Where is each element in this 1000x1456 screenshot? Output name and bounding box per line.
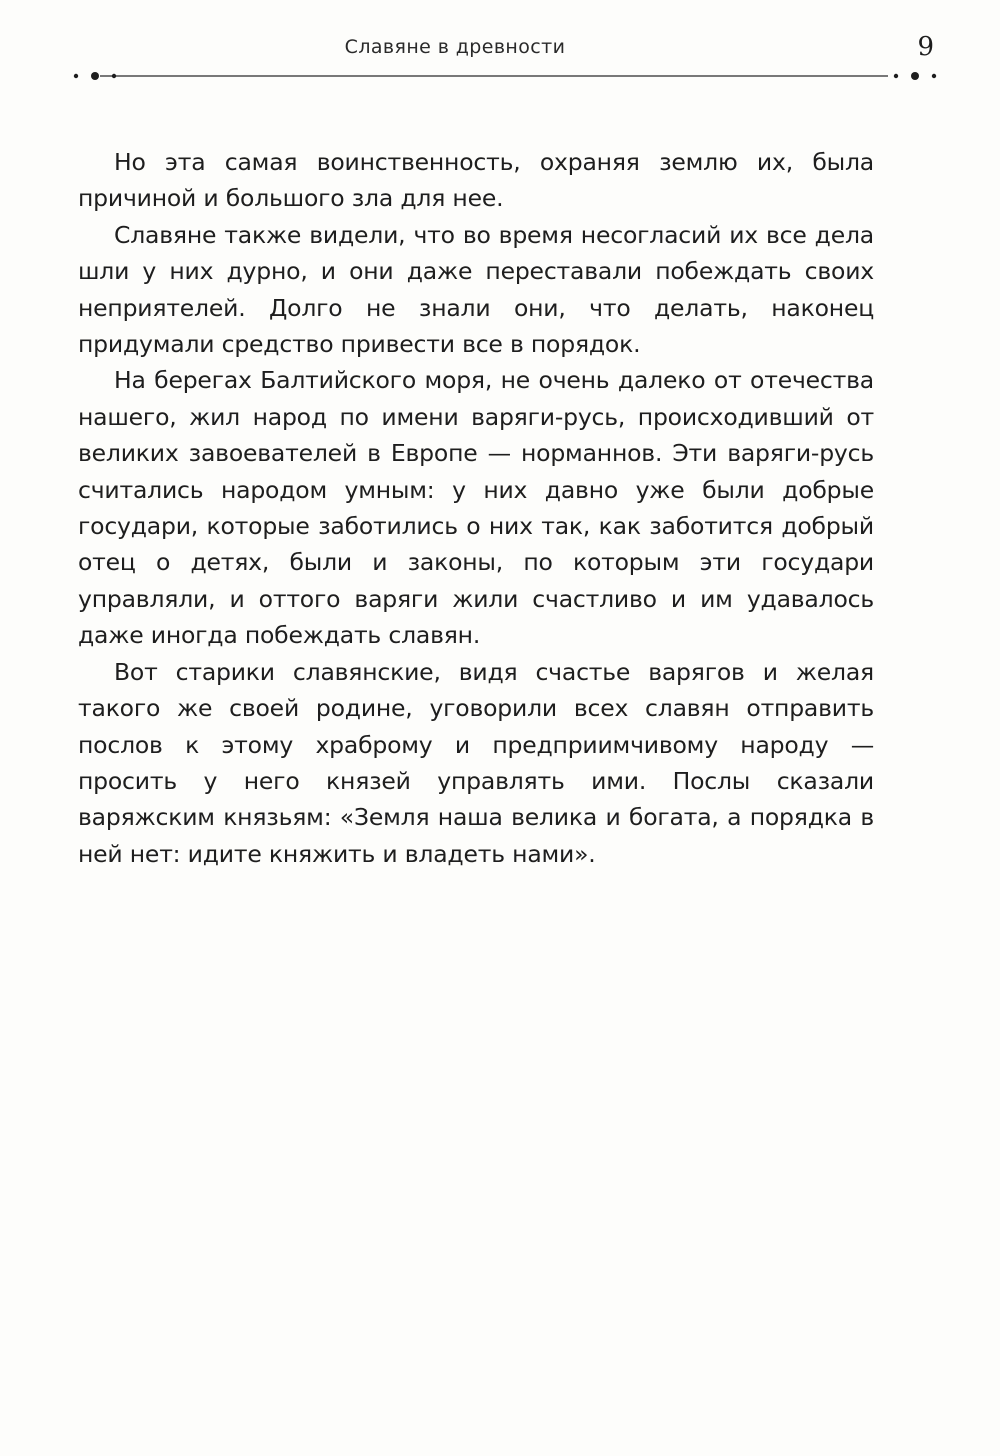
paragraph: Славяне также видели, что во время несогласий их все дела шли у них дурно, и они даже переставали побеждать своих неприятелей. Долго не знали они, что делать, наконец придумали средство привести все в порядок. bbox=[78, 220, 874, 359]
header-ornamental-rule bbox=[70, 66, 940, 86]
paragraph: На берегах Балтийского моря, не очень далеко от отечества нашего, жил народ по имени варяги-русь, происходивший от великих завоевателей в Европе — норманнов. Эти варяги-русь считались народом умным: у них давно уже были добрые государи, которые заботились о них так, как заботится добрый отец о детях, были и законы, по которым эти государи управляли, и оттого варяги жили счастливо и им удавалось даже иногда побеждать славян. bbox=[78, 366, 874, 650]
page-number: 9 bbox=[917, 32, 934, 62]
running-head bbox=[0, 32, 1000, 92]
paragraph: Вот старики славянские, видя счастье варягов и желая такого же своей родине, уговорили всех славян отправить послов к этому храброму и предприимчивому народу — просить у него князей управлять ими. Послы сказали варяжским князьям: «Земля наша велика и богата, а порядка в ней нет: идите княжить и владеть нами». bbox=[78, 657, 874, 868]
body-text bbox=[78, 144, 874, 872]
running-title: Славяне в древности bbox=[344, 36, 566, 58]
paragraph: Но эта самая воинственность, охраняя землю их, была причиной и большого зла для нее. bbox=[78, 148, 874, 213]
